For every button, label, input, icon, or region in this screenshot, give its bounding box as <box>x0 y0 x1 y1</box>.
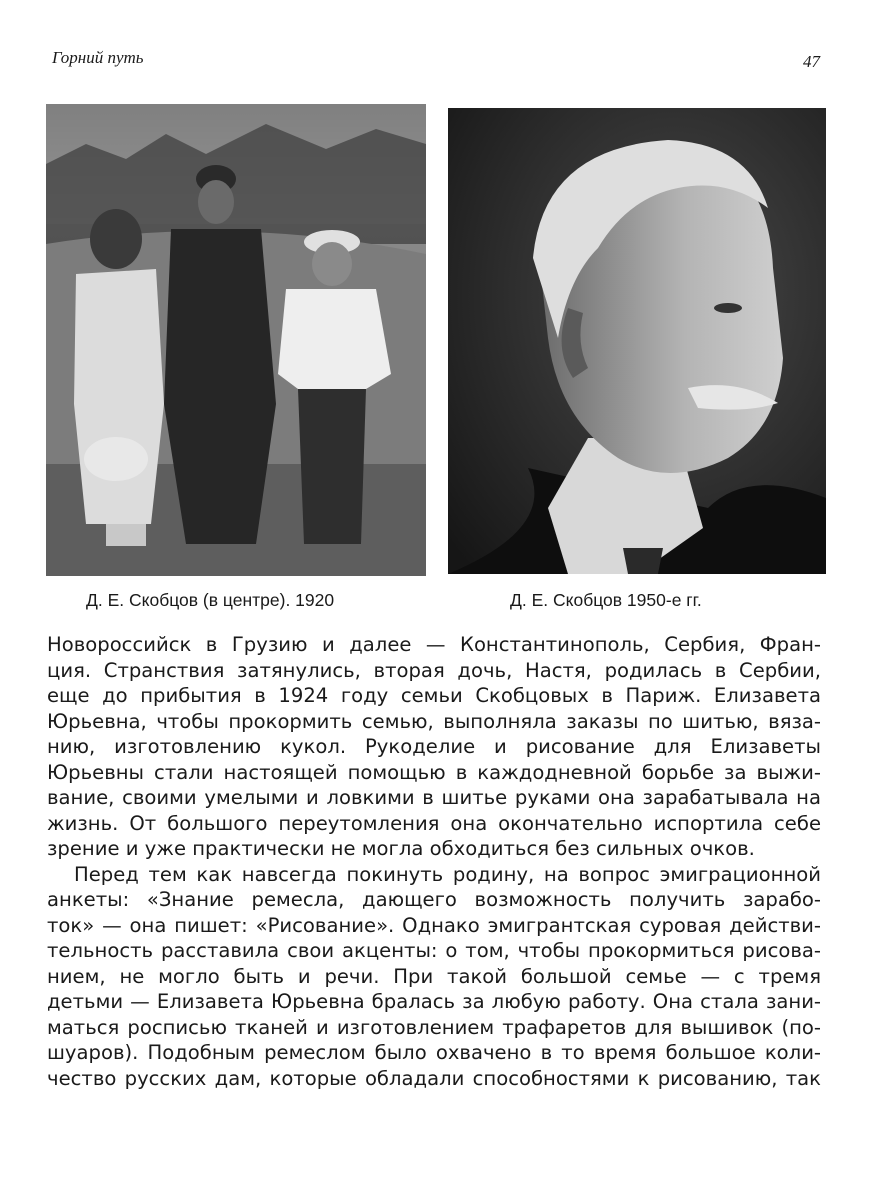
text-line: вание, своими умелыми и ловкими в шитье руками она зарабатывала на <box>47 786 821 809</box>
text-line: детьми — Елизавета Юрьевна бралась за любую работу. Она стала зани- <box>47 990 821 1013</box>
paragraph <box>47 862 821 1092</box>
text-line: жизнь. От большого переутомления она окончательно испортила себе <box>47 811 821 835</box>
text-line: чество русских дам, которые обладали способностями к рисованию, так <box>47 1066 821 1090</box>
text-line: маться росписью тканей и изготовлением трафаретов для вышивок (по- <box>47 1015 821 1039</box>
photo-caption-left: Д. Е. Скобцов (в центре). 1920 <box>86 590 335 610</box>
text-line: зрение и уже практически не могла обходиться без сильных очков. <box>47 837 755 860</box>
text-line: анкеты: «Знание ремесла, дающего возможность получить зарабо- <box>47 888 821 911</box>
text-line: Юрьевна, чтобы прокормить семью, выполняла заказы по шитью, вяза- <box>47 709 821 733</box>
text-line: ток» — она пишет: «Рисование». Однако эмигрантская суровая действи- <box>47 913 821 937</box>
group-photo-1920 <box>46 104 426 576</box>
text-line: Юрьевны стали настоящей помощью в каждодневной борьбе за выжи- <box>47 760 821 784</box>
text-line: шуаров). Подобным ремеслом было охвачено в то время большое коли- <box>47 1041 821 1064</box>
text-line: ция. Странствия затянулись, вторая дочь, Настя, родилась в Сербии, <box>47 658 821 682</box>
running-head: Горний путь <box>52 48 144 67</box>
photo-caption-right: Д. Е. Скобцов 1950-е гг. <box>510 590 702 610</box>
text-line: нию, изготовлению кукол. Рукоделие и рисование для Елизаветы <box>47 735 821 758</box>
text-line: Перед тем как навсегда покинуть родину, на вопрос эмиграционной <box>74 862 821 886</box>
text-line: Новороссийск в Грузию и далее — Константинополь, Сербия, Фран- <box>47 633 821 656</box>
page-number: 47 <box>803 52 820 71</box>
paragraph <box>47 632 821 862</box>
text-line: нием, не могло быть и речи. При такой большой семье — с тремя <box>47 964 821 988</box>
text-line: еще до прибытия в 1924 году семьи Скобцовых в Париж. Елизавета <box>47 684 821 707</box>
portrait-photo-1950s <box>448 108 826 574</box>
text-line: тельность расставила свои акценты: о том, чтобы прокормиться рисова- <box>47 939 821 962</box>
body-text <box>47 632 821 1091</box>
